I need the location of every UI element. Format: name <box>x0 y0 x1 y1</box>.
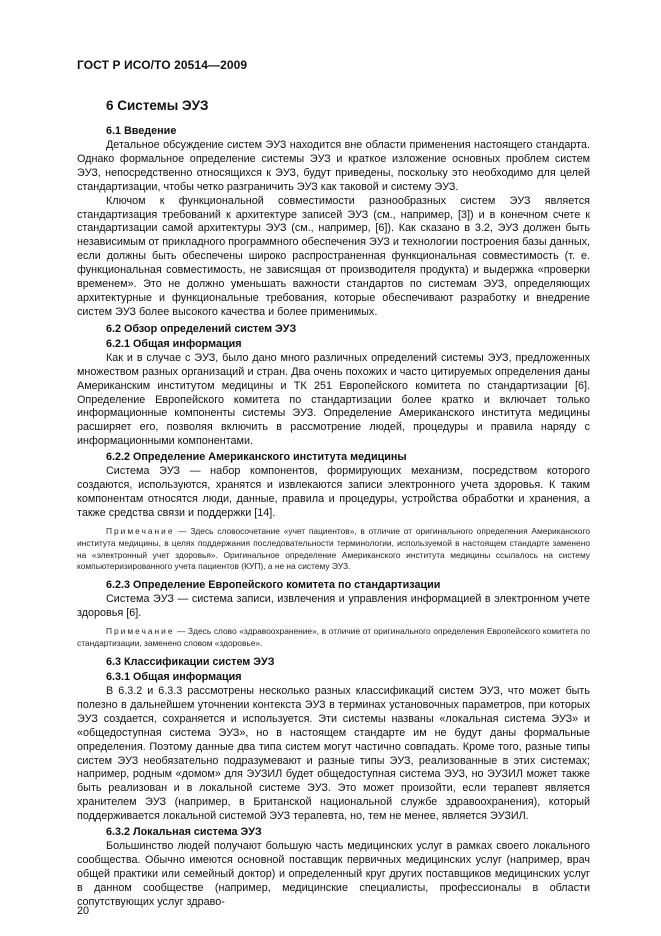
paragraph: Ключом к функциональной совместимости разнообразных систем ЭУЗ является стандартизация требований к архитектуре записей ЭУЗ (см., например, [3]) и в конечном счете к стандартизации самой архитектуры ЭУЗ (см., например, [6]). Как сказано в 3.2, ЭУЗ должен быть независимым от прикладного программного обеспечения ЭУЗ и технологии построения базы данных, если должны быть обеспечены широко распространенная функциональная совместимость (т. е. функциональная совместимость, не зависящая от производителя продукта) и выдержка «проверки временем». Это не должно уменьшать важности стандартов по системам ЭУЗ, определяющих архитектурные и функциональные требования, которые обеспечивают разработку и внедрение систем ЭУЗ более высокого качества и более применимых. <box>77 194 591 318</box>
heading-6-2-2: 6.2.2 Определение Американского института медицины <box>106 451 407 464</box>
section-title: 6 Системы ЭУЗ <box>106 98 209 113</box>
heading-6-2-3: 6.2.3 Определение Европейского комитета по стандартизации <box>106 579 441 592</box>
paragraph: Как и в случае с ЭУЗ, было дано много различных определений системы ЭУЗ, предложенных множеством разных организаций и стран. Два очень похожих и часто цитируемых определения даны Американским институтом медицины и ТК 251 Европейского комитета по стандартизации [6]. Определение Европейского комитета по стандартизации более кратко и включает только информационные компоненты системы ЭУЗ. Определение Американского института медицины расширяет его, позволяя включить в рассмотрение людей, процедуры и правила наряду с информационными компонентами. <box>77 351 590 448</box>
note-label: Примечание <box>106 626 175 637</box>
paragraph: Детальное обсуждение систем ЭУЗ находится вне области применения настоящего стандарта. Однако формальное определение системы ЭУЗ и краткое изложение основных проблем систем ЭУЗ, непосредственно относящихся к ЭУЗ, будут приведены, поскольку это необходимо для целей стандартизации, чтобы четко разграничить ЭУЗ как таковой и систему ЭУЗ. <box>77 139 590 193</box>
note-text: — Здесь словосочетание «учет пациентов», в отличие от оригинального определения Американского института медицины, в целях поддержания последовательности терминологии, используемой в настоящем стандарте заменено на «электронный учет здоровья». Оригинальное определение Американского института медицины ссылалось на систему компьютеризированного учета пациентов (КУП), а не на систему ЭУЗ. <box>77 525 590 572</box>
heading-6-3-2: 6.3.2 Локальная система ЭУЗ <box>106 826 262 839</box>
paragraph: В 6.3.2 и 6.3.3 рассмотрены несколько разных классификаций систем ЭУЗ, что может быть полезно в дальнейшем уточнении контекста ЭУЗ в терминах установочных параметров, при которых ЭУЗ создается, сохраняется и используется. Эти системы названы «локальная система ЭУЗ» и «общедоступная система ЭУЗ», но в настоящем стандарте им не будут даны формальные определения. Поэтому данные два типа систем могут частично совпадать. Кроме того, разные типы систем ЭУЗ необязательно подразумевают и разные типы ЭУЗ, реализованные в этих системах; например, родным «домом» для ЭУЗИЛ будет общедоступная система ЭУЗ, но ЭУЗИЛ может также быть реализован и в локальной системе ЭУЗ. Это может произойти, если терапевт является хранителем ЭУЗ (например, в Британской национальной службе здравоохранения), который поддерживается локальной системой ЭУЗ терапевта, но, тем не менее, является ЭУЗИЛ. <box>77 685 590 823</box>
document-code-header: ГОСТ Р ИСО/ТО 20514—2009 <box>77 58 248 72</box>
note <box>77 526 590 574</box>
paragraph: Система ЭУЗ — набор компонентов, формирующих механизм, посредством которого создаются, используются, хранятся и извлекаются записи электронного учета здоровья. К таким компонентам относятся люди, данные, правила и процедуры, устройства обработки и хранения, а также средства связи и поддержки [14]. <box>77 465 590 519</box>
heading-6-3-1: 6.3.1 Общая информация <box>106 671 242 683</box>
note-label: Примечание <box>106 525 175 536</box>
note <box>77 626 590 650</box>
heading-6-3: 6.3 Классификации систем ЭУЗ <box>106 656 275 668</box>
heading-6-1: 6.1 Введение <box>106 125 177 137</box>
paragraph: Система ЭУЗ — система записи, извлечения и управления информацией в электронном учете здоровья [6]. <box>77 593 590 620</box>
paragraph: Большинство людей получают большую часть медицинских услуг в рамках своего локального сообщества. Обычно имеются основной поставщик первичных медицинских услуг (например, врач общей практики или семейный доктор) и определенный круг других поставщиков медицинских услуг в данном сообществе (например, медицинские специалисты, профессионалы в области сопутствующих услуг здраво- <box>77 840 590 908</box>
page-content <box>77 98 590 910</box>
note-text: — Здесь слово «здравоохранение», в отличие от оригинального определения Европейского комитета по стандартизации, заменено словом «здоровье». <box>77 626 590 649</box>
heading-6-2: 6.2 Обзор определений систем ЭУЗ <box>106 322 297 335</box>
page-number: 20 <box>77 905 90 917</box>
heading-6-2-1: 6.2.1 Общая информация <box>106 337 242 350</box>
